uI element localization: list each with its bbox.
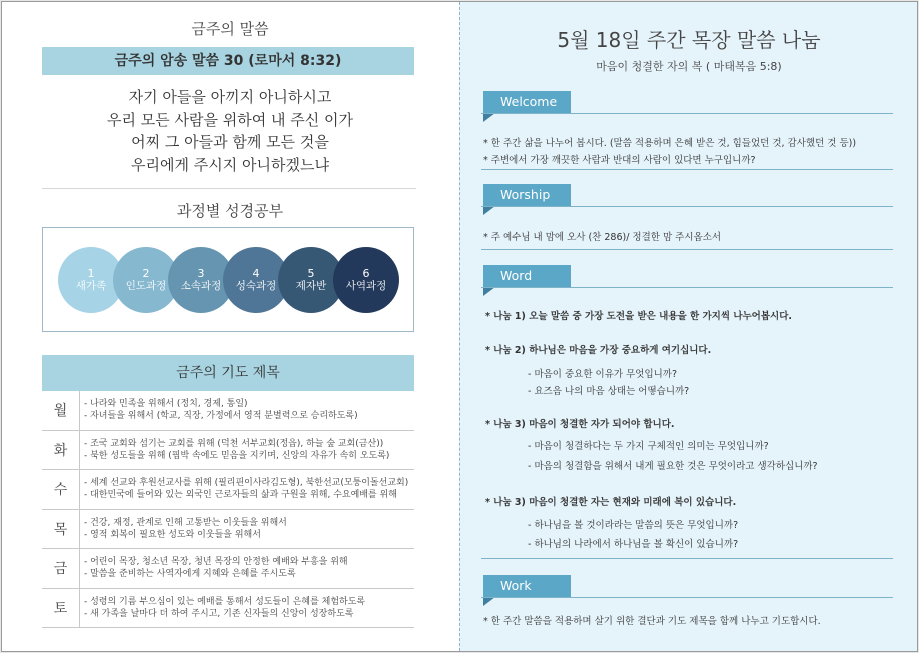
section-line — [481, 249, 893, 250]
work-item: * 한 주간 말씀을 적용하며 살기 위한 결단과 기도 제목을 함께 나누고 기도합시다. — [483, 616, 821, 627]
prayer-items — [84, 589, 412, 628]
prayer-row — [42, 431, 414, 471]
work-tab: Work — [483, 575, 571, 597]
prayer-day: 토 — [42, 589, 80, 628]
prayer-day: 수 — [42, 470, 80, 509]
prayer-table — [42, 391, 414, 628]
prayer-day: 금 — [42, 549, 80, 588]
bulletin-page — [1, 1, 918, 652]
course-label: 새가족 — [75, 280, 107, 292]
prayer-line: - 대한민국에 들어와 있는 외국인 근로자들의 삶과 구원을 위해, 수요예배를 위해 — [84, 490, 397, 501]
course-number: 1 — [87, 267, 95, 280]
word-subquestion: - 마음이 청결하다는 두 가지 구체적인 의미는 무엇입니까? — [528, 441, 769, 452]
welcome-tab: Welcome — [483, 91, 571, 113]
course-number: 3 — [197, 267, 205, 280]
welcome-item: * 주변에서 가장 깨끗한 사람과 반대의 사람이 있다면 누구입니까? — [483, 155, 756, 166]
prayer-line: - 자녀들을 위해서 (학교, 직장, 가정에서 영적 분별력으로 승리하도록) — [84, 411, 358, 422]
worship-tab: Worship — [483, 184, 571, 206]
prayer-line: - 성령의 기름 부으심이 있는 예배를 통해서 성도들이 은혜를 체험하도록 — [84, 596, 366, 607]
prayer-items — [84, 470, 412, 509]
word-subquestion: - 마음의 청결함을 위해서 내게 필요한 것은 무엇이라고 생각하십니까? — [528, 461, 818, 472]
prayer-day: 목 — [42, 510, 80, 549]
memory-verse-bar: 금주의 암송 말씀 30 (로마서 8:32) — [42, 47, 414, 75]
course-number: 5 — [307, 267, 315, 280]
course-label: 인도과정 — [125, 280, 167, 292]
section-line — [481, 558, 893, 559]
section-line — [481, 287, 893, 288]
divider — [42, 188, 416, 189]
left-panel — [2, 2, 458, 651]
prayer-row — [42, 391, 414, 431]
prayer-items — [84, 510, 412, 549]
word-subquestion: - 하나님의 나라에서 하나님을 볼 확신이 있습니까? — [528, 539, 739, 550]
prayer-line: - 조국 교회와 섬기는 교회를 위해 (덕천 서부교회(정읍), 하늘 숲 교회(금산)) — [84, 438, 384, 449]
prayer-row — [42, 470, 414, 510]
course-heading: 과정별 성경공부 — [176, 202, 284, 220]
verse-line: 자기 아들을 아끼지 아니하시고 — [128, 88, 332, 106]
section-line — [481, 597, 893, 598]
prayer-row — [42, 510, 414, 550]
verse-line: 어찌 그 아들과 함께 모든 것을 — [131, 133, 329, 151]
prayer-line: - 북한 성도들을 위해 (핍박 속에도 믿음을 지키며, 신앙의 자유가 속히 오도록) — [84, 450, 390, 461]
prayer-line: - 영적 회복이 필요한 성도와 이웃들을 위해서 — [84, 529, 261, 540]
prayer-line: - 어린이 목장, 청소년 목장, 청년 목장의 안정한 예배와 부흥을 위해 — [84, 557, 348, 568]
word-question: * 나눔 1) 오늘 말씀 중 가장 도전을 받은 내용을 한 가지씩 나누어봅시다. — [485, 311, 792, 322]
prayer-line: - 새 가족을 날마다 더 하여 주시고, 기존 신자들의 신앙이 성장하도록 — [84, 608, 354, 619]
section-line — [481, 113, 893, 114]
course-circle-6 — [333, 247, 399, 313]
course-label: 사역과정 — [345, 280, 387, 292]
word-subquestion: - 요즈음 나의 마음 상태는 어떻습니까? — [528, 386, 690, 397]
word-subquestion: - 하나님을 볼 것이라라는 말씀의 뜻은 무엇입니까? — [528, 520, 739, 531]
word-subquestion: - 마음이 중요한 이유가 무엇입니까? — [528, 369, 678, 380]
course-number: 4 — [252, 267, 260, 280]
word-tab: Word — [483, 265, 571, 287]
worship-item: * 주 예수님 내 맘에 오사 (찬 286)/ 정결한 맘 주시옵소서 — [483, 232, 722, 243]
prayer-row — [42, 589, 414, 629]
prayer-line: - 나라와 민족을 위해서 (정치, 경제, 통일) — [84, 399, 248, 410]
prayer-header: 금주의 기도 제목 — [42, 355, 414, 391]
right-panel — [459, 2, 917, 651]
section-line — [481, 169, 893, 170]
course-number: 2 — [142, 267, 150, 280]
prayer-items — [84, 549, 412, 588]
word-question: * 나눔 3) 마음이 청결한 자는 현재와 미래에 복이 있습니다. — [485, 497, 737, 508]
prayer-line: - 세계 선교와 후원선교사를 위해 (필리핀이사라김도형), 북한선교(모퉁이돌선교회) — [84, 478, 409, 489]
verse-text — [2, 86, 458, 176]
prayer-line: - 건강, 재정, 관계로 인해 고통받는 이웃들을 위해서 — [84, 517, 287, 528]
page-subtitle: 마음이 청결한 자의 복 ( 마태복음 5:8) — [596, 60, 782, 73]
verse-line: 우리에게 주시지 아니하겠느냐 — [131, 155, 329, 174]
prayer-day: 화 — [42, 431, 80, 470]
verse-line: 우리 모든 사람을 위하여 내 주신 이가 — [107, 110, 353, 129]
welcome-item: * 한 주간 삶을 나누어 봅시다. (말씀 적용하며 은혜 받은 것, 힘들었던 것, 감사했던 것 등)) — [483, 138, 857, 149]
course-label: 성숙과정 — [235, 280, 277, 292]
course-label: 소속과정 — [180, 280, 222, 292]
verse-heading: 금주의 말씀 — [191, 20, 269, 38]
word-question: * 나눔 2) 하나님은 마음을 가장 중요하게 여기십니다. — [485, 345, 712, 356]
section-line — [481, 206, 893, 207]
page-title: 5월 18일 주간 목장 말씀 나눔 — [557, 28, 821, 52]
word-question: * 나눔 3) 마음이 청결한 자가 되어야 합니다. — [485, 419, 675, 430]
course-number: 6 — [362, 267, 370, 280]
course-diagram — [42, 227, 414, 332]
course-label: 제자반 — [295, 280, 327, 292]
prayer-items — [84, 391, 412, 430]
prayer-row — [42, 549, 414, 589]
prayer-day: 월 — [42, 391, 80, 430]
prayer-line: - 말씀을 준비하는 사역자에게 지혜와 은혜를 주시도록 — [84, 569, 296, 580]
prayer-items — [84, 431, 412, 470]
